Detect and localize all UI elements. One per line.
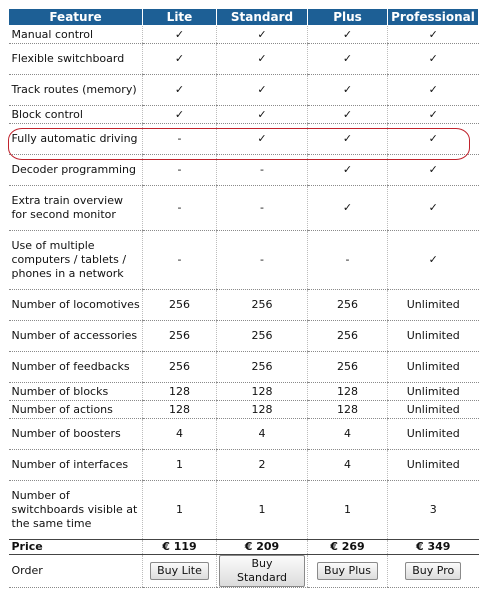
value-plus: ✓ [308,124,388,155]
value-professional: Unlimited [388,352,479,383]
edition-comparison-table [8,8,479,588]
value-professional: ✓ [388,124,479,155]
value-lite: 128 [143,383,217,401]
price-row [9,540,479,555]
feature-name: Use of multiple computers / tablets / phones in a network [9,231,143,290]
value-lite: 1 [143,450,217,481]
order-cell-professional [388,555,479,588]
value-standard: ✓ [217,75,308,106]
order-cell-standard [217,555,308,588]
feature-name: Number of boosters [9,419,143,450]
value-plus: ✓ [308,44,388,75]
feature-row [9,419,479,450]
feature-row [9,44,479,75]
feature-row [9,352,479,383]
price-label: Price [9,540,143,555]
feature-name: Number of blocks [9,383,143,401]
value-plus: 4 [308,450,388,481]
value-standard: - [217,231,308,290]
value-lite: - [143,231,217,290]
feature-row [9,481,479,540]
value-professional: Unlimited [388,290,479,321]
value-plus: 128 [308,401,388,419]
value-standard: - [217,186,308,231]
value-standard: 128 [217,401,308,419]
buy-lite-button[interactable]: Buy Lite [150,562,209,580]
value-professional: ✓ [388,186,479,231]
header-plus: Plus [308,9,388,26]
feature-name: Number of locomotives [9,290,143,321]
value-standard: 256 [217,352,308,383]
feature-row [9,155,479,186]
header-standard: Standard [217,9,308,26]
feature-row [9,290,479,321]
value-lite: 256 [143,352,217,383]
value-plus: ✓ [308,186,388,231]
value-plus: - [308,231,388,290]
price-plus: € 269 [308,540,388,555]
feature-row [9,231,479,290]
value-professional: Unlimited [388,450,479,481]
feature-name: Decoder programming [9,155,143,186]
value-professional: ✓ [388,106,479,124]
feature-name: Number of switchboards visible at the same time [9,481,143,540]
value-standard: 256 [217,290,308,321]
feature-name: Flexible switchboard [9,44,143,75]
value-lite: 128 [143,401,217,419]
feature-name: Fully automatic driving [9,124,143,155]
value-lite: ✓ [143,44,217,75]
buy-pro-button[interactable]: Buy Pro [405,562,461,580]
price-lite: € 119 [143,540,217,555]
value-plus: ✓ [308,106,388,124]
value-lite: 256 [143,290,217,321]
feature-row [9,186,479,231]
feature-row [9,26,479,44]
value-plus: 1 [308,481,388,540]
value-professional: ✓ [388,231,479,290]
price-professional: € 349 [388,540,479,555]
value-lite: - [143,186,217,231]
feature-name: Number of accessories [9,321,143,352]
header-professional: Professional [388,9,479,26]
value-professional: Unlimited [388,383,479,401]
value-lite: ✓ [143,26,217,44]
order-cell-plus [308,555,388,588]
feature-row [9,106,479,124]
value-plus: 256 [308,352,388,383]
price-standard: € 209 [217,540,308,555]
value-plus: 256 [308,321,388,352]
value-standard: ✓ [217,124,308,155]
feature-name: Number of feedbacks [9,352,143,383]
feature-name: Number of interfaces [9,450,143,481]
value-standard: 128 [217,383,308,401]
header-feature: Feature [9,9,143,26]
value-lite: 1 [143,481,217,540]
value-lite: 256 [143,321,217,352]
buy-plus-button[interactable]: Buy Plus [317,562,378,580]
feature-name: Number of actions [9,401,143,419]
feature-name: Track routes (memory) [9,75,143,106]
feature-row [9,75,479,106]
value-professional: Unlimited [388,419,479,450]
value-lite: - [143,155,217,186]
value-standard: - [217,155,308,186]
header-lite: Lite [143,9,217,26]
value-lite: 4 [143,419,217,450]
value-lite: ✓ [143,106,217,124]
value-professional: Unlimited [388,401,479,419]
order-row [9,555,479,588]
value-plus: ✓ [308,155,388,186]
value-standard: 4 [217,419,308,450]
value-standard: ✓ [217,44,308,75]
feature-row [9,124,479,155]
order-cell-lite [143,555,217,588]
value-plus: ✓ [308,26,388,44]
comparison-table-wrapper [8,8,478,588]
buy-standard-button[interactable]: Buy Standard [219,555,305,587]
value-standard: ✓ [217,106,308,124]
value-plus: ✓ [308,75,388,106]
feature-name: Manual control [9,26,143,44]
value-plus: 128 [308,383,388,401]
value-professional: ✓ [388,75,479,106]
value-professional: ✓ [388,155,479,186]
feature-row [9,450,479,481]
feature-row [9,401,479,419]
value-standard: ✓ [217,26,308,44]
value-standard: 256 [217,321,308,352]
order-label: Order [9,555,143,588]
feature-row [9,383,479,401]
value-lite: - [143,124,217,155]
value-lite: ✓ [143,75,217,106]
value-plus: 4 [308,419,388,450]
value-professional: Unlimited [388,321,479,352]
value-professional: ✓ [388,26,479,44]
feature-name: Block control [9,106,143,124]
value-standard: 2 [217,450,308,481]
feature-row [9,321,479,352]
value-professional: 3 [388,481,479,540]
value-professional: ✓ [388,44,479,75]
value-plus: 256 [308,290,388,321]
feature-name: Extra train overview for second monitor [9,186,143,231]
value-standard: 1 [217,481,308,540]
header-row [9,9,479,26]
